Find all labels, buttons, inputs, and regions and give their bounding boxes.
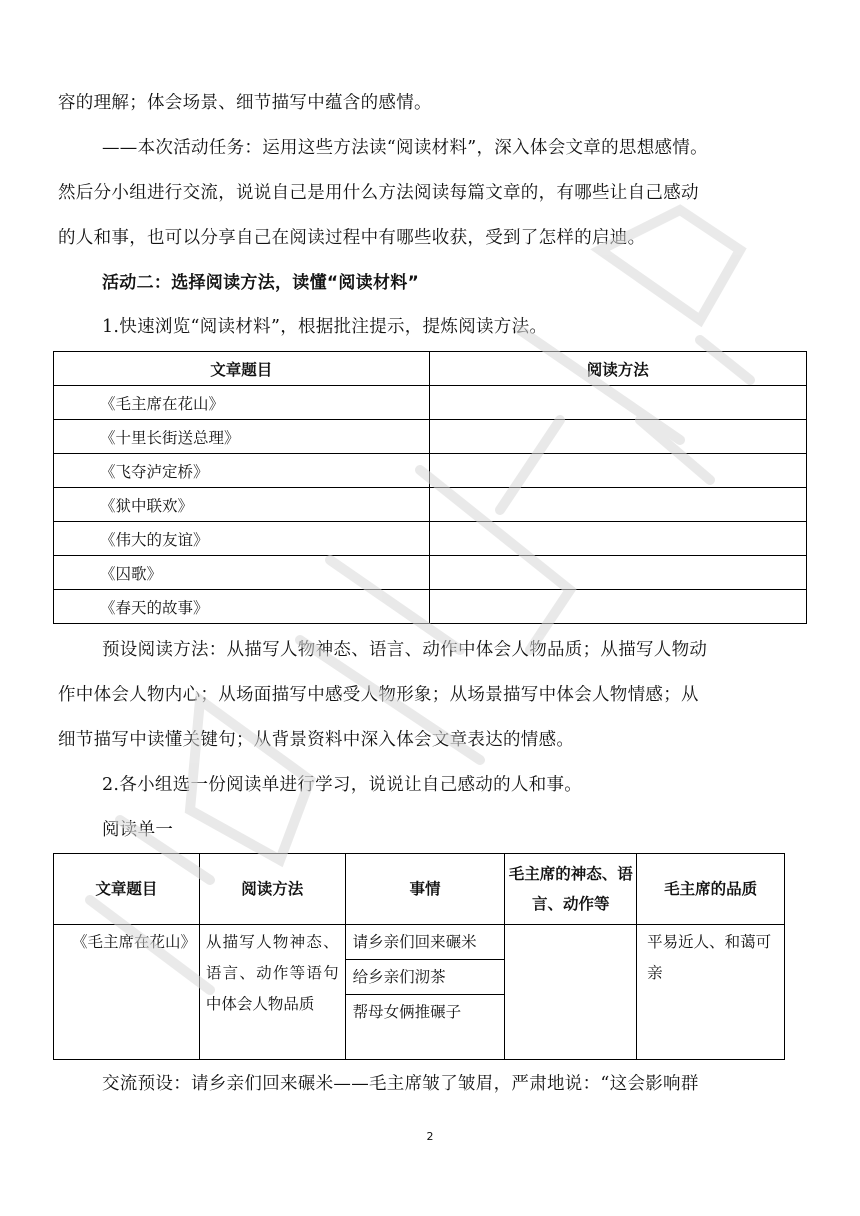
page-number: 2 xyxy=(426,1130,434,1143)
table-header: 毛主席的神态、语言、动作等 xyxy=(505,854,637,925)
text-line: 容的理解；体会场景、细节描写中蕴含的感情。 xyxy=(58,93,432,113)
reading-method-table xyxy=(53,351,807,624)
event-item: 请乡亲们回来碾米 xyxy=(345,925,505,960)
text-line: 然后分小组进行交流，说说自己是用什么方法阅读每篇文章的，有哪些让自己感动 xyxy=(58,183,699,203)
article-title: 《囚歌》 xyxy=(54,556,430,590)
sheet-label: 阅读单一 xyxy=(102,820,174,840)
table-row xyxy=(54,556,807,590)
table-row xyxy=(54,488,807,522)
expression-cell[interactable] xyxy=(505,925,637,1060)
table-header: 文章题目 xyxy=(54,352,430,386)
method-cell[interactable] xyxy=(429,590,806,624)
article-title: 《毛主席在花山》 xyxy=(54,925,200,1060)
method-cell[interactable] xyxy=(429,556,806,590)
text-line: 作中体会人物内心；从场面描写中感受人物形象；从场景描写中体会人物情感；从 xyxy=(58,685,699,705)
method-text: 从描写人物神态、语言、动作等语句中体会人物品质 xyxy=(199,925,345,1060)
table-header: 文章题目 xyxy=(54,854,200,925)
quality-text: 平易近人、和蔼可亲 xyxy=(637,925,785,1060)
reading-sheet-table xyxy=(53,853,785,1060)
table-row xyxy=(54,590,807,624)
text-line: ——本次活动任务：运用这些方法读“阅读材料”，深入体会文章的思想感情。 xyxy=(102,138,708,158)
method-cell[interactable] xyxy=(429,386,806,420)
table-row xyxy=(54,420,807,454)
method-cell[interactable] xyxy=(429,454,806,488)
method-cell[interactable] xyxy=(429,522,806,556)
table-row xyxy=(54,522,807,556)
table-row xyxy=(54,925,785,960)
article-title: 《毛主席在花山》 xyxy=(54,386,430,420)
text-line: 的人和事，也可以分享自己在阅读过程中有哪些收获，受到了怎样的启迪。 xyxy=(58,228,646,248)
article-title: 《十里长街送总理》 xyxy=(54,420,430,454)
step-2: 2.各小组选一份阅读单进行学习，说说让自己感动的人和事。 xyxy=(102,775,583,795)
method-cell[interactable] xyxy=(429,488,806,522)
method-cell[interactable] xyxy=(429,420,806,454)
event-item: 帮母女俩推碾子 xyxy=(345,995,505,1060)
table-header: 事情 xyxy=(345,854,505,925)
step-1: 1.快速浏览“阅读材料”，根据批注提示，提炼阅读方法。 xyxy=(102,317,548,337)
table-row xyxy=(54,454,807,488)
event-item: 给乡亲们沏茶 xyxy=(345,960,505,995)
article-title: 《春天的故事》 xyxy=(54,590,430,624)
text-line: 预设阅读方法：从描写人物神态、语言、动作中体会人物品质；从描写人物动 xyxy=(102,640,708,660)
activity-heading: 活动二：选择阅读方法，读懂“阅读材料” xyxy=(102,273,420,293)
table-header: 阅读方法 xyxy=(199,854,345,925)
article-title: 《飞夺泸定桥》 xyxy=(54,454,430,488)
text-line: 细节描写中读懂关键句；从背景资料中深入体会文章表达的情感。 xyxy=(58,730,575,750)
table-header: 毛主席的品质 xyxy=(637,854,785,925)
article-title: 《狱中联欢》 xyxy=(54,488,430,522)
text-line: 交流预设：请乡亲们回来碾米——毛主席皱了皱眉，严肃地说：“这会影响群 xyxy=(102,1074,699,1094)
table-header: 阅读方法 xyxy=(429,352,806,386)
article-title: 《伟大的友谊》 xyxy=(54,522,430,556)
table-row xyxy=(54,386,807,420)
